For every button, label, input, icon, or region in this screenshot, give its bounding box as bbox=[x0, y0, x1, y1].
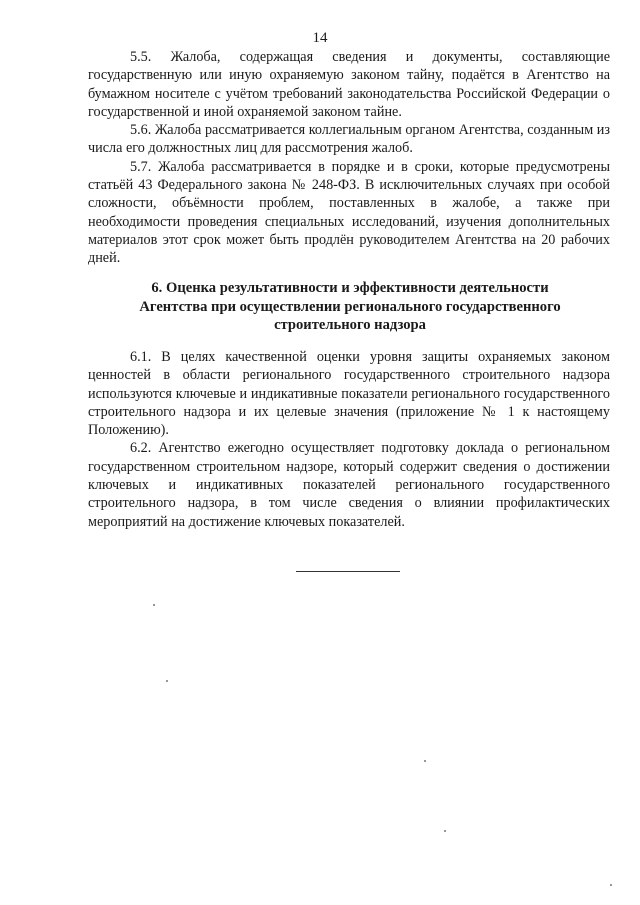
scan-speck bbox=[424, 760, 426, 762]
scan-speck bbox=[610, 884, 612, 886]
heading-line-1: 6. Оценка результативности и эффективности деятельности bbox=[151, 280, 549, 296]
paragraph-5-7: 5.7. Жалоба рассматривается в порядке и в сроки, которые предусмотрены статьёй 43 Федерального закона № 248-ФЗ. В исключительных случаях при особой сложности, объёмности проблем, поставленных в жалобе, а также при необходимости проведения специальных исследований, изучения дополнительных материалов этот срок может быть продлён руководителем Агентства на 20 рабочих дней. bbox=[88, 158, 610, 267]
end-of-text-rule bbox=[296, 571, 400, 572]
scan-speck bbox=[153, 604, 155, 606]
paragraph-5-6: 5.6. Жалоба рассматривается коллегиальным органом Агентства, созданным из числа его должностных лиц для рассмотрения жалоб. bbox=[88, 122, 610, 157]
scan-speck bbox=[166, 680, 168, 682]
section-5-continuation bbox=[88, 48, 610, 268]
paragraph-5-5: 5.5. Жалоба, содержащая сведения и документы, составляющие государственную или иную охраняемую законом тайну, подаётся в Агентство на бумажном носителе с учётом требований законодательства Российской Федерации о государственной и иной охраняемой законом тайне. bbox=[88, 49, 610, 120]
heading-line-3: строительного надзора bbox=[274, 317, 426, 333]
section-6-body bbox=[88, 348, 610, 531]
paragraph-6-1: 6.1. В целях качественной оценки уровня защиты охраняемых законом ценностей в области регионального государственного строительного надзора используются ключевые и индикативные показатели регионального государственного строительного надзора и их целевые значения (приложение № 1 к настоящему Положению). bbox=[88, 349, 610, 439]
paragraph-6-2: 6.2. Агентство ежегодно осуществляет подготовку доклада о региональном государственном строительном надзоре, который содержит сведения о достижении ключевых и индикативных показателей регионального государственного строительного надзора, в том числе сведения о влиянии профилактических мероприятий на достижение ключевых показателей. bbox=[88, 440, 610, 530]
scan-speck bbox=[444, 830, 446, 832]
page-number: 14 bbox=[312, 30, 328, 46]
heading-line-2: Агентства при осуществлении регионального государственного bbox=[139, 298, 561, 315]
section-6-heading bbox=[100, 279, 600, 335]
